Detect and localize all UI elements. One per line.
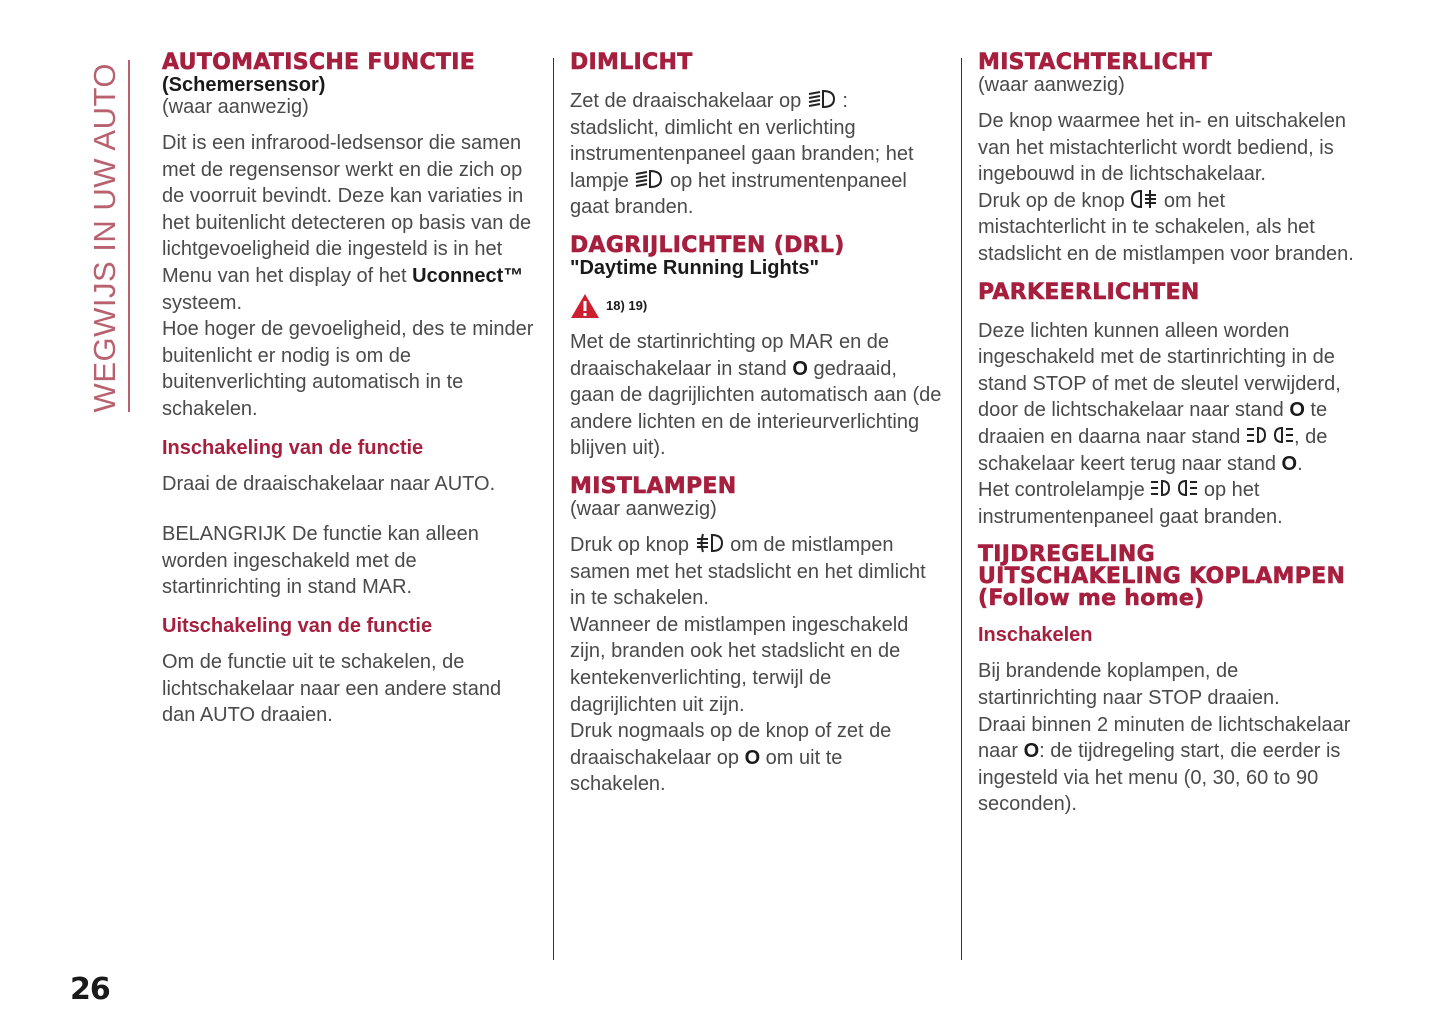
fog-availability-note: (waar aanwezig) xyxy=(570,497,717,520)
heading-enable: Inschakelen xyxy=(978,624,1093,647)
column-2 xyxy=(570,52,942,798)
heading-function-off: Uitschakeling van de functie xyxy=(162,614,433,637)
paragraph-fog-off: Druk nogmaals op de knop of zet de draaischakelaar op O om uit te schakelen. xyxy=(570,720,892,796)
heading-daytime-running-lights: DAGRIJLICHTEN (DRL) xyxy=(570,232,845,258)
paragraph-follow-enable: Bij brandende koplampen, de startinrichting naar STOP draaien. xyxy=(978,660,1280,709)
paragraph-important: BELANGRIJK De functie kan alleen worden ingeschakeld met de startinrichting in stand MAR. xyxy=(162,523,479,599)
page-number: 26 xyxy=(70,972,110,1007)
low-beam-indicator-icon xyxy=(634,168,664,190)
heading-automatic-function: AUTOMATISCHE FUNCTIE xyxy=(162,50,476,75)
parking-lights-icon xyxy=(1246,424,1294,446)
subheading-twilight-sensor: (Schemersensor) xyxy=(162,74,326,96)
paragraph-turn-off: Om de functie uit te schakelen, de lichtschakelaar naar een andere stand dan AUTO draaien. xyxy=(162,650,502,727)
paragraph-drl: Met de startinrichting op MAR en de draaischakelaar in stand O gedraaid, gaan de dagrijlichten automatisch aan (de andere lichten en de interieurverlichting blijven uit). xyxy=(570,330,942,460)
heading-fog-lamps: MISTLAMPEN xyxy=(570,473,737,499)
paragraph-sensitivity: Hoe hoger de gevoeligheid, des te minder buitenlicht er nodig is om de buitenverlichting automatisch in te schakelen. xyxy=(162,318,534,420)
rear-fog-icon xyxy=(1130,188,1158,210)
column-divider-1 xyxy=(553,58,554,960)
paragraph-fog-on: Druk op knop om de mistlampen samen met het stadslicht en het dimlicht in te schakelen. xyxy=(570,533,926,610)
front-fog-icon xyxy=(695,532,725,554)
paragraph-low-beam: Zet de draaischakelaar op : stadslicht, dimlicht en verlichting instrumentenpaneel gaan branden; het lampje op het instrumentenpaneel gaat branden. xyxy=(570,90,914,219)
paragraph-rear-fog-button: De knop waarmee het in- en uitschakelen van het mistachterlicht wordt bediend, is ingebouwd in de lichtschakelaar. xyxy=(978,110,1346,186)
heading-parking-lights: PARKEERLICHTEN xyxy=(978,279,1200,305)
parking-lights-indicator-icon xyxy=(1150,477,1198,499)
rear-fog-availability-note: (waar aanwezig) xyxy=(978,74,1125,96)
column-3 xyxy=(978,52,1358,818)
paragraph-parking-lights: Deze lichten kunnen alleen worden ingeschakeld met de startinrichting in de stand STOP of met de sleutel verwijderd, door de lichtschakelaar naar stand O te draaien en daarna naar stand , de schakelaar keert terug naar stand O. Het controlelampje op het instrumentenpaneel gaat branden. xyxy=(978,319,1341,528)
paragraph-rear-fog-on: Druk op de knop om het mistachterlicht in te schakelen, als het stadslicht en de mistlampen voor branden. xyxy=(978,189,1354,265)
column-1 xyxy=(162,52,537,729)
paragraph-fog-info: Wanneer de mistlampen ingeschakeld zijn, branden ook het stadslicht en de kentekenverlichting, terwijl de dagrijlichten uit zijn. xyxy=(570,613,909,716)
heading-function-on: Inschakeling van de functie xyxy=(162,436,424,459)
column-divider-2 xyxy=(961,58,962,960)
subheading-daytime-running-lights: "Daytime Running Lights" xyxy=(570,256,819,279)
side-title-rule xyxy=(128,60,130,412)
paragraph-follow-timer: Draai binnen 2 minuten de lichtschakelaar naar O: de tijdregeling start, die eerder is ingesteld via het menu (0, 30, 60 to 90 seconden). xyxy=(978,713,1351,816)
heading-follow-me-home: TIJDREGELING UITSCHAKELING KOPLAMPEN (Follow me home) xyxy=(978,542,1346,612)
paragraph-sensor-description: Dit is een infrarood-ledsensor die samen met de regensensor werkt en die zich op de voorruit bevindt. Deze kan variaties in het buitenlicht detecteren op basis van de lichtgevoeligheid die ingesteld is in het Menu van het display of het Uconnect™ systeem. xyxy=(162,132,532,314)
heading-rear-fog: MISTACHTERLICHT xyxy=(978,50,1213,75)
heading-low-beam: DIMLICHT xyxy=(570,50,693,75)
warning-refs: 18) 19) xyxy=(606,298,648,314)
low-beam-icon xyxy=(807,88,837,110)
warning-triangle-icon xyxy=(570,293,600,319)
availability-note: (waar aanwezig) xyxy=(162,96,309,118)
paragraph-turn-auto: Draai de draaischakelaar naar AUTO. xyxy=(162,472,496,495)
side-chapter-title: WEGWIJS IN UW AUTO xyxy=(87,62,122,413)
warning-reference xyxy=(570,293,942,319)
